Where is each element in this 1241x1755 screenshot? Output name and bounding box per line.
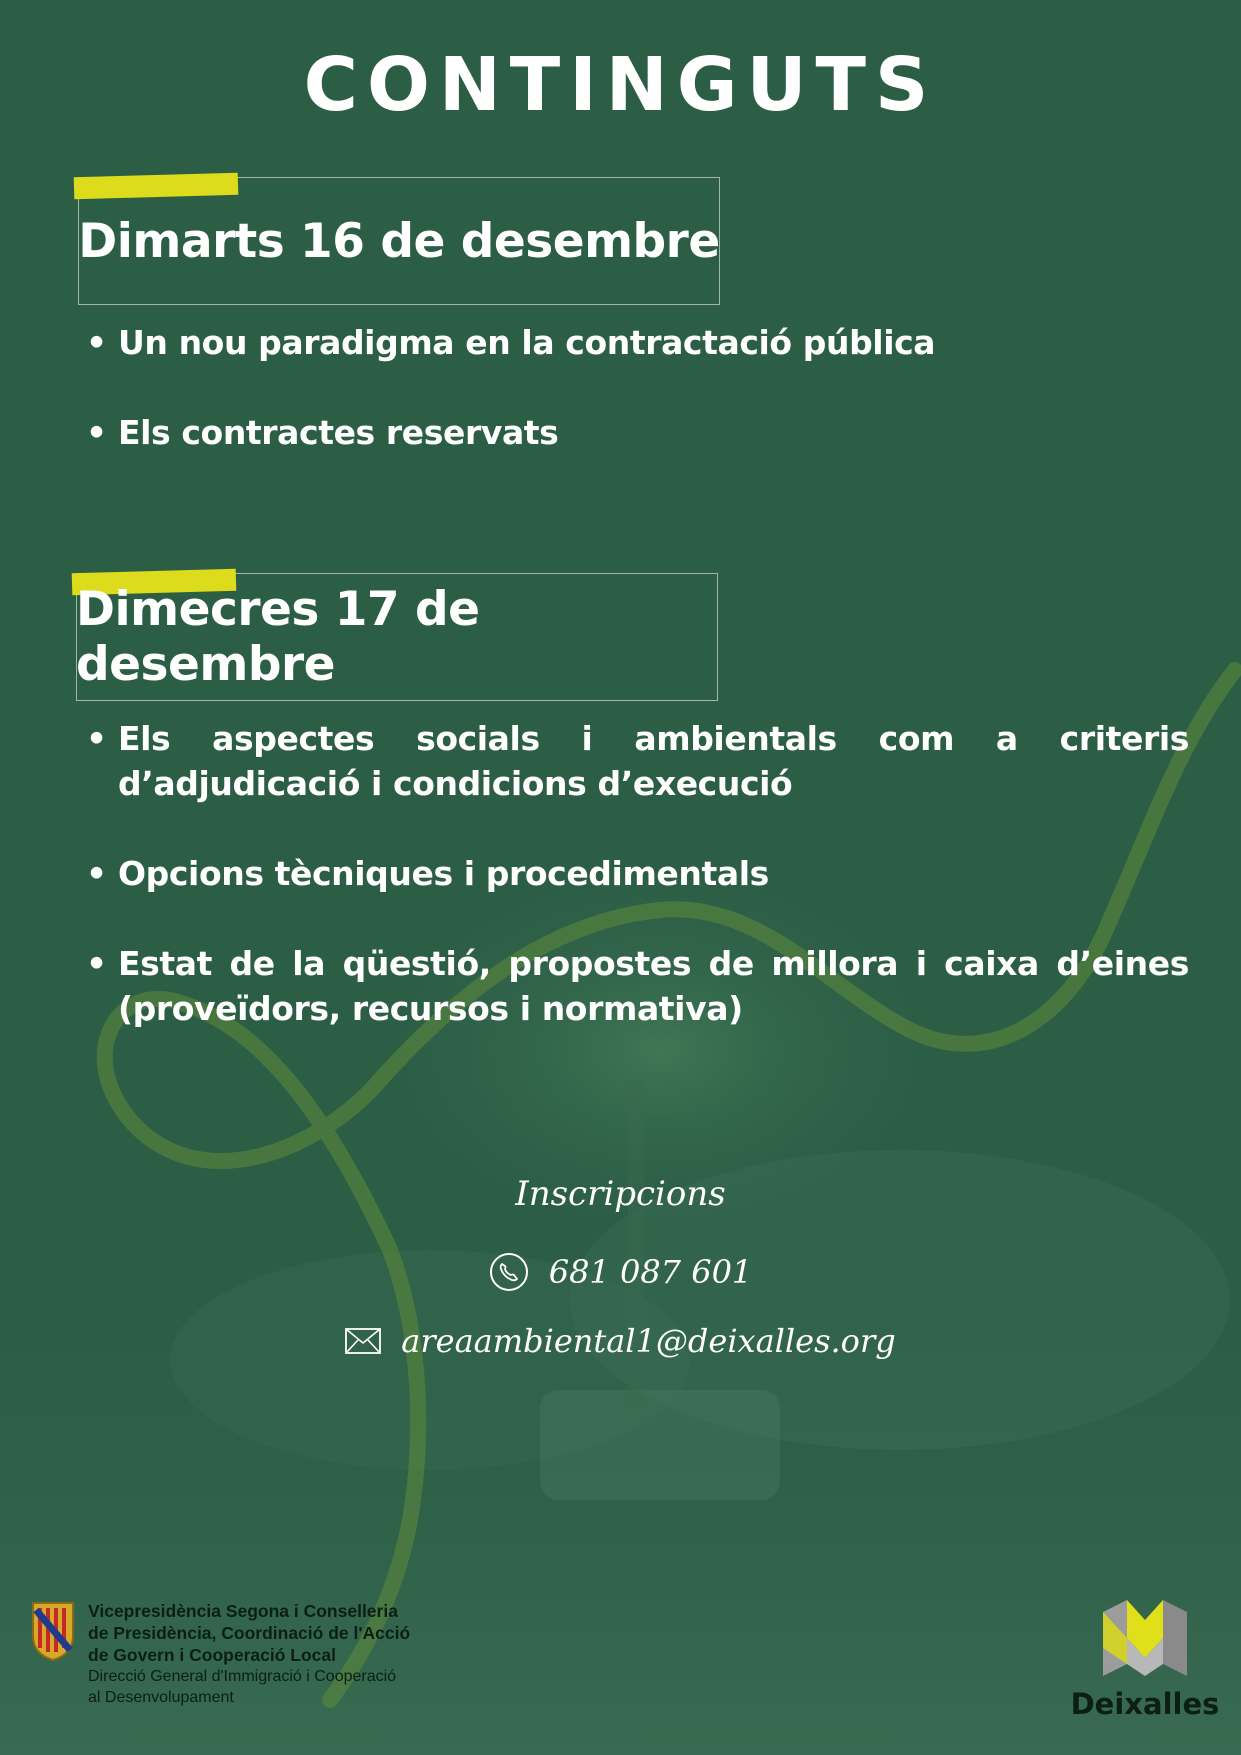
topic-item <box>84 320 1189 365</box>
brand-name: Deixalles <box>1070 1687 1220 1721</box>
phone-row <box>0 1252 1241 1292</box>
session-topics-list <box>84 716 1189 1076</box>
day-heading-box <box>78 177 720 305</box>
bullet-icon: • <box>86 413 107 452</box>
email-row <box>0 1322 1241 1360</box>
topic-text: Estat de la qüestió, propostes de millora i caixa d’eines (proveïdors, recursos i normativa) <box>118 944 1189 1028</box>
email-address[interactable]: areaambiental1@deixalles.org <box>401 1322 896 1360</box>
directorate-line: al Desenvolupament <box>88 1689 234 1706</box>
day-heading: Dimecres 17 de desembre <box>76 582 480 692</box>
email-icon <box>345 1328 381 1354</box>
brand-block <box>1060 1598 1230 1721</box>
coin-stack <box>540 1390 780 1500</box>
ministry-line: Vicepresidència Segona i Conselleria <box>88 1601 398 1621</box>
bullet-icon: • <box>86 944 107 983</box>
topic-text: Opcions tècniques i procedimentals <box>118 854 769 893</box>
coat-of-arms-logo <box>30 1600 76 1662</box>
bullet-icon: • <box>86 719 107 758</box>
topic-text: Els contractes reservats <box>118 413 559 452</box>
ministry-block <box>30 1600 410 1708</box>
topic-item <box>84 716 1189 806</box>
directorate-line: Direcció General d'Immigració i Cooperació <box>88 1668 397 1685</box>
registration-title: Inscripcions <box>515 1174 726 1214</box>
session-topics-list <box>84 320 1189 500</box>
topic-item <box>84 410 1189 455</box>
topic-text: Un nou paradigma en la contractació pública <box>118 323 936 362</box>
bullet-icon: • <box>86 854 107 893</box>
page-title: CONTINGUTS <box>303 42 938 128</box>
day-heading-box <box>76 573 718 701</box>
bullet-icon: • <box>86 323 107 362</box>
ministry-line: de Presidència, Coordinació de l'Acció <box>88 1623 411 1643</box>
topic-item <box>84 851 1189 896</box>
phone-icon <box>489 1252 529 1292</box>
deixalles-logo <box>1097 1598 1193 1678</box>
ministry-text <box>88 1600 410 1708</box>
phone-number[interactable]: 681 087 601 <box>548 1253 753 1291</box>
topic-item <box>84 941 1189 1031</box>
ministry-line: de Govern i Cooperació Local <box>88 1645 336 1665</box>
day-heading: Dimarts 16 de desembre <box>78 213 720 269</box>
topic-text: Els aspectes socials i ambientals com a criteris d’adjudicació i condicions d’execució <box>118 719 1189 803</box>
